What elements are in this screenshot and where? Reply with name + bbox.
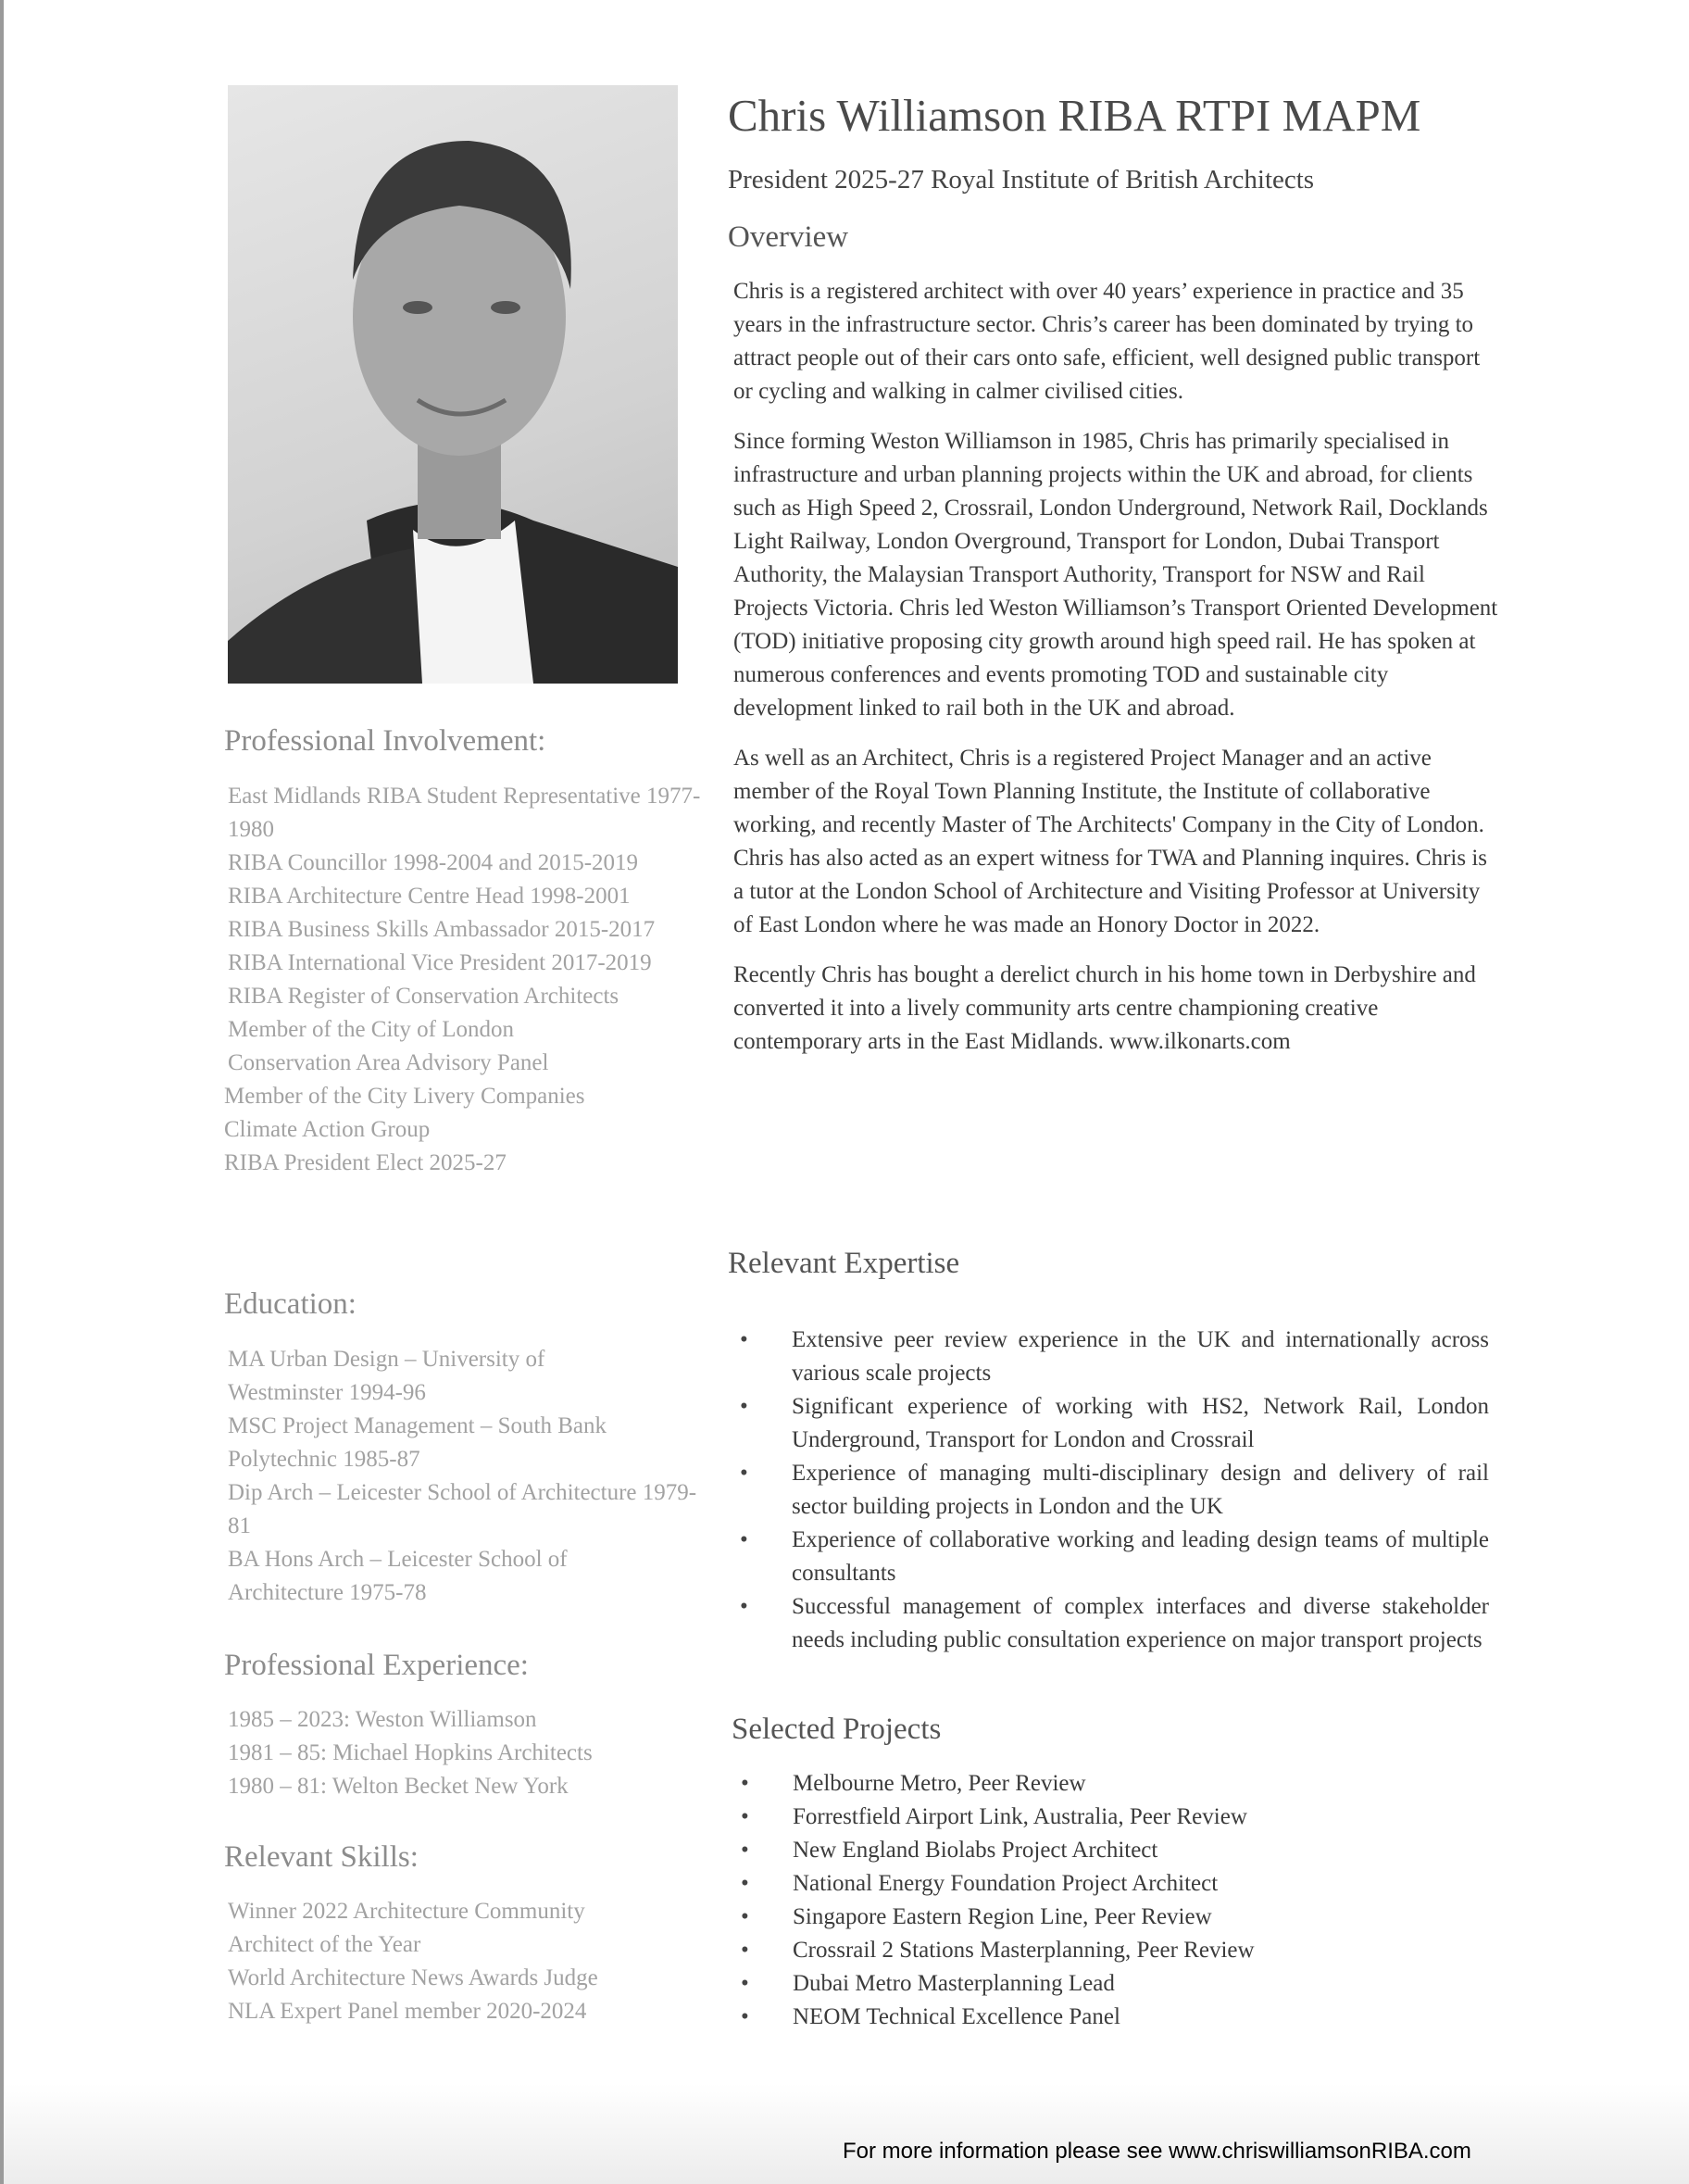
involvement-item: RIBA Architecture Centre Head 1998-2001 bbox=[228, 884, 631, 909]
involvement-item: East Midlands RIBA Student Representative 1977-1980 bbox=[228, 784, 701, 842]
footer-note: For more information please see www.chriswilliamsonRIBA.com bbox=[843, 2139, 1471, 2164]
overview-heading: Overview bbox=[728, 220, 849, 254]
experience-heading: Professional Experience: bbox=[224, 1649, 529, 1682]
page-edge bbox=[0, 0, 4, 2184]
skills-item: NLA Expert Panel member 2020-2024 bbox=[228, 1999, 587, 2024]
project-item: • Dubai Metro Masterplanning Lead bbox=[734, 1967, 1490, 2001]
experience-item: 1985 – 2023: Weston Williamson bbox=[228, 1707, 537, 1732]
education-item: Dip Arch – Leicester School of Architecture 1979-81 bbox=[228, 1480, 697, 1538]
skills-heading: Relevant Skills: bbox=[224, 1840, 419, 1874]
involvement-item: Member of the City Livery Companies bbox=[224, 1084, 585, 1109]
project-item: • Melbourne Metro, Peer Review bbox=[734, 1767, 1490, 1801]
project-item: • National Energy Foundation Project Architect bbox=[734, 1867, 1490, 1901]
skills-item: World Architecture News Awards Judge bbox=[228, 1965, 598, 1990]
involvement-list bbox=[224, 780, 709, 1180]
expertise-list bbox=[733, 1324, 1489, 1657]
involvement-item: RIBA International Vice President 2017-2019 bbox=[228, 950, 652, 975]
projects-list bbox=[734, 1767, 1490, 2034]
expertise-item: • Extensive peer review experience in the UK and internationally across various scale projects bbox=[733, 1324, 1489, 1390]
projects-heading: Selected Projects bbox=[732, 1713, 942, 1746]
overview-paragraph: As well as an Architect, Chris is a registered Project Manager and an active member of the Royal Town Planning Institute, the Institute of collaborative working, and recently Master of The Architects' Company in the City of London. Chris has also acted as an expert witness for TWA and Planning inquires. Chris is a tutor at the London School of Architecture and Visiting Professor at University of East London where he was made an Honory Doctor in 2022. bbox=[733, 746, 1487, 937]
involvement-item: RIBA Councillor 1998-2004 and 2015-2019 bbox=[228, 850, 639, 875]
project-item: • Crossrail 2 Stations Masterplanning, Peer Review bbox=[734, 1934, 1490, 1967]
overview-paragraph: Recently Chris has bought a derelict church in his home town in Derbyshire and converted it into a lively community arts centre championing creative contemporary arts in the East Midlands. www.ilkonarts.com bbox=[733, 962, 1476, 1054]
overview-paragraph: Since forming Weston Williamson in 1985, Chris has primarily specialised in infrastructure and urban planning projects within the UK and abroad, for clients such as High Speed 2, Crossrail, London Underground, Network Rail, Docklands Light Railway, London Overground, Transport for London, Dubai Transport Authority, the Malaysian Transport Authority, Transport for NSW and Rail Projects Victoria. Chris led Weston Williamson’s Transport Oriented Development (TOD) initiative proposing city growth around high speed rail. He has spoken at numerous conferences and events promoting TOD and sustainable city development linked to rail both in the UK and abroad. bbox=[733, 429, 1498, 721]
person-name: Chris Williamson RIBA RTPI MAPM bbox=[728, 90, 1421, 141]
experience-list bbox=[228, 1703, 709, 1803]
education-heading: Education: bbox=[224, 1287, 357, 1321]
experience-item: 1981 – 85: Michael Hopkins Architects bbox=[228, 1740, 593, 1765]
involvement-item: Climate Action Group bbox=[224, 1117, 431, 1142]
person-subtitle: President 2025-27 Royal Institute of British Architects bbox=[728, 165, 1315, 195]
overview-paragraph: Chris is a registered architect with over 40 years’ experience in practice and 35 years in the infrastructure sector. Chris’s career has been dominated by trying to attract people out of their cars onto safe, efficient, well designed public transport or cycling and walking in calmer civilised cities. bbox=[733, 279, 1481, 404]
education-item: MA Urban Design – University of Westminster 1994-96 bbox=[228, 1347, 545, 1405]
project-item: • Singapore Eastern Region Line, Peer Review bbox=[734, 1901, 1490, 1934]
expertise-item: • Experience of managing multi-disciplinary design and delivery of rail sector building projects in London and the UK bbox=[733, 1457, 1489, 1524]
skills-item: Winner 2022 Architecture Community Architect of the Year bbox=[228, 1899, 585, 1957]
experience-item: 1980 – 81: Welton Becket New York bbox=[228, 1774, 569, 1799]
involvement-item: RIBA Register of Conservation Architects bbox=[228, 984, 619, 1009]
skills-list bbox=[228, 1895, 709, 2028]
project-item: • Forrestfield Airport Link, Australia, Peer Review bbox=[734, 1801, 1490, 1834]
expertise-item: • Experience of collaborative working and leading design teams of multiple consultants bbox=[733, 1524, 1489, 1590]
education-item: BA Hons Arch – Leicester School of Architecture 1975-78 bbox=[228, 1547, 568, 1605]
involvement-item: RIBA President Elect 2025-27 bbox=[224, 1150, 507, 1175]
overview-section bbox=[733, 275, 1502, 1075]
involvement-item: RIBA Business Skills Ambassador 2015-2017 bbox=[228, 917, 656, 942]
expertise-item: • Significant experience of working with HS2, Network Rail, London Underground, Transport for London and Crossrail bbox=[733, 1390, 1489, 1457]
education-item: MSC Project Management – South Bank Polytechnic 1985-87 bbox=[228, 1413, 607, 1472]
project-item: • NEOM Technical Excellence Panel bbox=[734, 2001, 1490, 2034]
expertise-item: • Successful management of complex interfaces and diverse stakeholder needs including public consultation experience on major transport projects bbox=[733, 1590, 1489, 1657]
education-list bbox=[228, 1343, 709, 1610]
expertise-heading: Relevant Expertise bbox=[728, 1247, 960, 1280]
involvement-item: Member of the City of London Conservation Area Advisory Panel bbox=[228, 1017, 549, 1075]
involvement-heading: Professional Involvement: bbox=[224, 724, 546, 758]
project-item: • New England Biolabs Project Architect bbox=[734, 1834, 1490, 1867]
portrait-photo bbox=[228, 85, 678, 684]
